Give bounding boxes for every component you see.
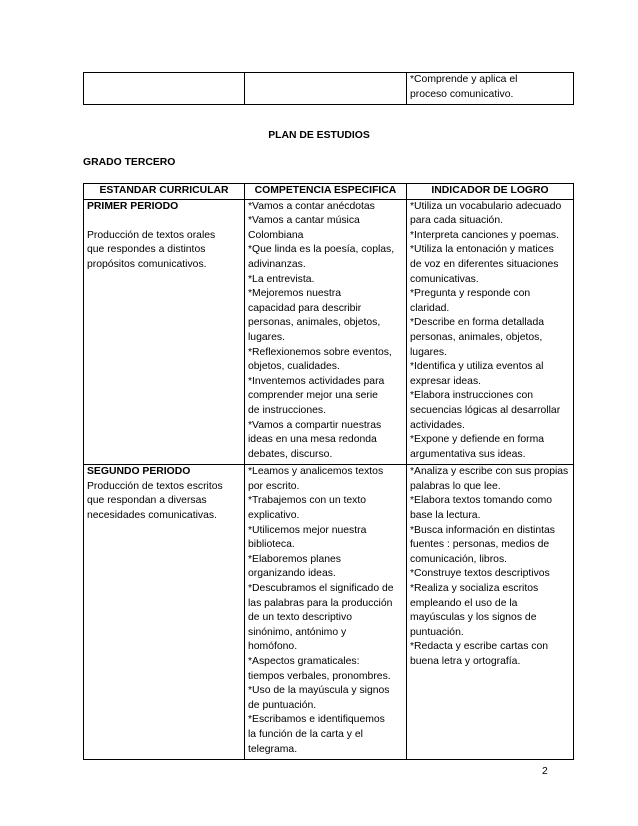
period-label: SEGUNDO PERIODO bbox=[87, 466, 191, 478]
cell-line: de instrucciones. bbox=[248, 404, 326, 416]
indicador-cell bbox=[407, 465, 574, 760]
cell-line: objetos, cualidades. bbox=[248, 361, 340, 373]
cell-line: *Construye textos descriptivos bbox=[410, 568, 550, 580]
cell-line: fuentes : personas, medios de bbox=[410, 539, 550, 551]
cell-line: personas, animales, objetos, bbox=[248, 317, 381, 329]
cell-line: palabras lo que lee. bbox=[410, 480, 501, 492]
cell-line: para cada situación. bbox=[410, 215, 503, 227]
table-row bbox=[84, 73, 574, 105]
cell-line: propósitos comunicativos. bbox=[87, 258, 207, 270]
cell-line: *Inventemos actividades para bbox=[248, 375, 385, 387]
cell-line: actividades. bbox=[410, 419, 465, 431]
competencia-cell bbox=[245, 465, 407, 760]
cell-line: empleando el uso de la bbox=[410, 597, 518, 609]
cell-line: base la lectura. bbox=[410, 510, 481, 522]
column-header-competencia: COMPETENCIA ESPECIFICA bbox=[245, 184, 407, 200]
cell-line: adivinanzas. bbox=[248, 258, 306, 270]
column-header-standard: ESTANDAR CURRICULAR bbox=[84, 184, 245, 200]
continuation-cell-1 bbox=[84, 73, 245, 105]
cell-line: *Elaboremos planes bbox=[248, 553, 341, 565]
cell-line: *Trabajemos con un texto bbox=[248, 495, 367, 507]
cell-line: ideas en una mesa redonda bbox=[248, 434, 377, 446]
cell-line: *Describe en forma detallada bbox=[410, 317, 544, 329]
cell-line: *Reflexionemos sobre eventos, bbox=[248, 346, 392, 358]
cell-line: *Que linda es la poesía, coplas, bbox=[248, 244, 395, 256]
continuation-table bbox=[83, 72, 574, 105]
cell-line: necesidades comunicativas. bbox=[87, 510, 217, 522]
cell-line: *Expone y defiende en forma bbox=[410, 434, 545, 446]
cell-line: *Pregunta y responde con bbox=[410, 288, 531, 300]
period-label: PRIMER PERIODO bbox=[87, 200, 179, 212]
cell-line: comunicativas. bbox=[410, 273, 479, 285]
cell-line: *La entrevista. bbox=[248, 273, 315, 285]
cell-line: homófono. bbox=[248, 641, 298, 653]
cell-line: lugares. bbox=[410, 346, 447, 358]
cell-line: organizando ideas. bbox=[248, 568, 336, 580]
continuation-cell-2 bbox=[245, 73, 407, 105]
competencia-cell bbox=[245, 199, 407, 465]
cell-line: sinónimo, antónimo y bbox=[248, 626, 347, 638]
curriculum-table bbox=[83, 183, 574, 760]
cell-line: *Aspectos gramaticales: bbox=[248, 656, 360, 667]
cell-line: comunicación, libros. bbox=[410, 553, 508, 565]
continuation-cell-3 bbox=[407, 73, 574, 105]
spacer bbox=[87, 214, 241, 229]
cell-line: *Interpreta canciones y poemas. bbox=[410, 229, 560, 241]
cell-line: personas, animales, objetos, bbox=[410, 331, 543, 343]
cell-line: tiempos verbales, pronombres. bbox=[248, 670, 391, 682]
table-row bbox=[84, 465, 574, 760]
cell-line: Producción de textos orales bbox=[87, 229, 216, 241]
cell-line: argumentativa sus ideas. bbox=[410, 448, 526, 460]
cell-line: de puntuación. bbox=[248, 699, 317, 711]
cell-line: biblioteca. bbox=[248, 539, 295, 551]
cell-line: que respondan a diversas bbox=[87, 495, 207, 507]
cell-line: *Leamos y analicemos textos bbox=[248, 466, 384, 478]
cell-line: lugares. bbox=[248, 331, 285, 343]
cell-line: *Escribamos e identifiquemos bbox=[248, 714, 385, 726]
cell-line: de un texto descriptivo bbox=[248, 612, 352, 624]
cell-line: *Uso de la mayúscula y signos bbox=[248, 685, 390, 697]
cell-line: debates, discurso. bbox=[248, 448, 333, 460]
cell-line: mayúsculas y los signos de bbox=[410, 612, 537, 624]
cell-line: *Mejoremos nuestra bbox=[248, 288, 341, 300]
cell-line: *Utiliza un vocabulario adecuado bbox=[410, 200, 562, 212]
cell-line: *Vamos a contar anécdotas bbox=[248, 200, 375, 212]
table-row bbox=[84, 199, 574, 465]
cell-line: capacidad para describir bbox=[248, 302, 362, 314]
cell-line: las palabras para la producción bbox=[248, 597, 393, 609]
standard-cell bbox=[84, 465, 245, 760]
cell-line: *Descubramos el significado de bbox=[248, 583, 394, 595]
cell-line: *Comprende y aplica el bbox=[410, 74, 518, 85]
cell-line: secuencias lógicas al desarrollar bbox=[410, 404, 561, 416]
cell-line: *Elabora textos tomando como bbox=[410, 495, 553, 507]
cell-line: *Redacta y escribe cartas con bbox=[410, 641, 549, 653]
column-header-indicador: INDICADOR DE LOGRO bbox=[407, 184, 574, 200]
cell-line: *Utilicemos mejor nuestra bbox=[248, 524, 367, 536]
cell-line: puntuación. bbox=[410, 626, 464, 638]
indicador-cell bbox=[407, 199, 574, 465]
cell-line: *Realiza y socializa escritos bbox=[410, 583, 539, 595]
cell-line: *Vamos a compartir nuestras bbox=[248, 419, 382, 431]
cell-line: Colombiana bbox=[248, 229, 304, 241]
cell-line: *Busca información en distintas bbox=[410, 524, 555, 536]
cell-line: telegrama. bbox=[248, 743, 298, 755]
cell-line: *Vamos a cantar música bbox=[248, 215, 360, 227]
cell-line: Producción de textos escritos bbox=[87, 480, 223, 492]
cell-line: comprender mejor una serie bbox=[248, 390, 378, 402]
cell-line: proceso comunicativo. bbox=[410, 88, 514, 100]
standard-cell bbox=[84, 199, 245, 465]
cell-line: claridad. bbox=[410, 302, 450, 314]
cell-line: por escrito. bbox=[248, 480, 300, 492]
cell-line: expresar ideas. bbox=[410, 375, 482, 387]
cell-line: que respondes a distintos bbox=[87, 244, 206, 256]
cell-line: *Utiliza la entonación y matices bbox=[410, 244, 554, 256]
cell-line: de voz en diferentes situaciones bbox=[410, 258, 559, 270]
cell-line: explicativo. bbox=[248, 510, 300, 522]
grade-heading: GRADO TERCERO bbox=[83, 157, 176, 168]
cell-line: *Identifica y utiliza eventos al bbox=[410, 361, 544, 373]
table-header-row bbox=[84, 184, 574, 200]
cell-line: buena letra y ortografía. bbox=[410, 656, 521, 667]
cell-line: la función de la carta y el bbox=[248, 728, 363, 740]
cell-line: *Analiza y escribe con sus propias bbox=[410, 466, 569, 478]
page-number: 2 bbox=[542, 766, 548, 777]
plan-title: PLAN DE ESTUDIOS bbox=[268, 130, 370, 141]
cell-line: *Elabora instrucciones con bbox=[410, 390, 534, 402]
